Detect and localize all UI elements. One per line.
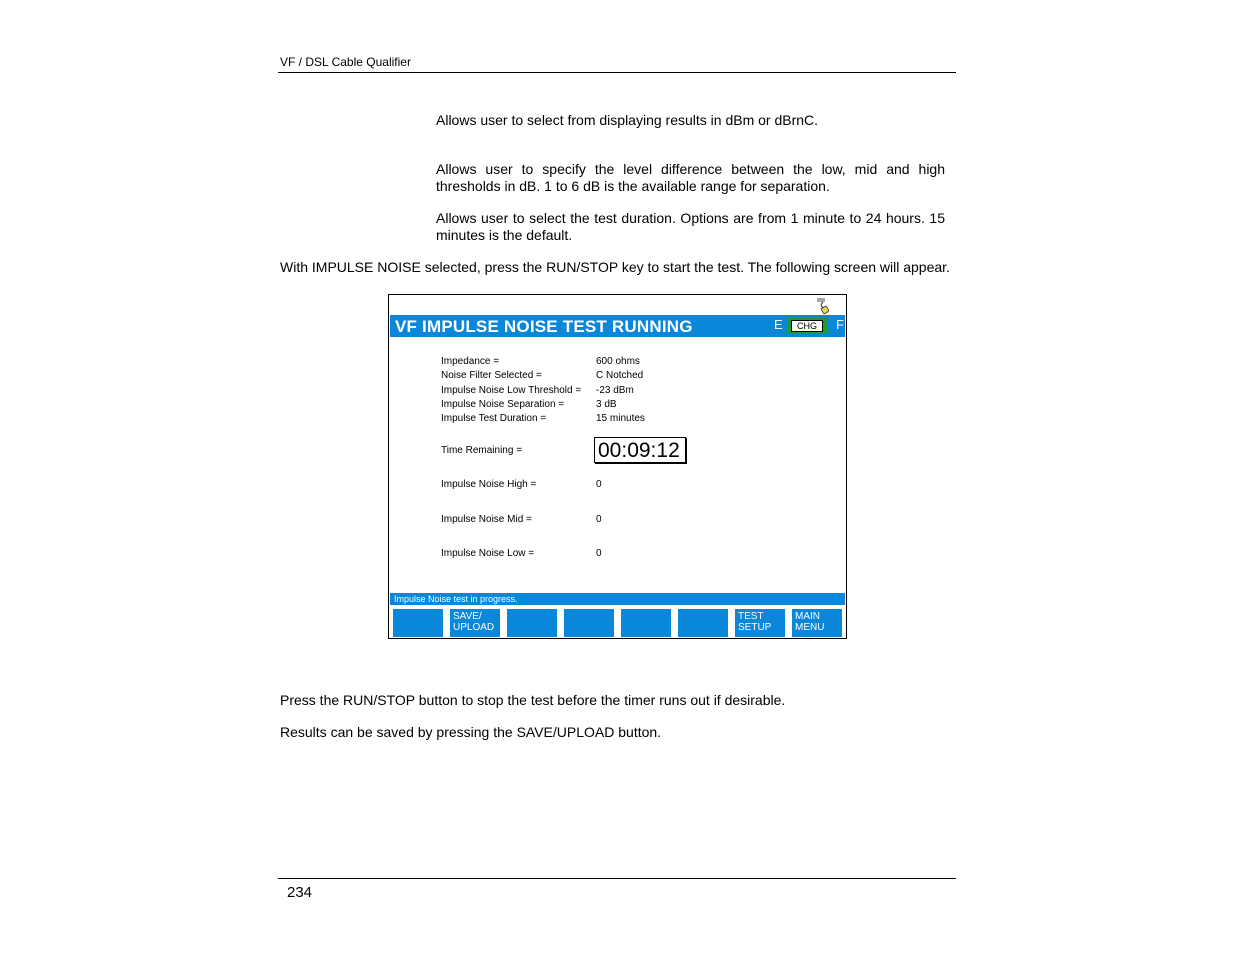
result-value-low: 0 [596,548,602,559]
param-value: -23 dBm [596,385,634,396]
param-value: 3 dB [596,399,617,410]
result-value-high: 0 [596,479,602,490]
save-upload-button[interactable]: SAVE/ UPLOAD [450,609,500,637]
result-label-low: Impulse Noise Low = [441,548,535,559]
fkey-6[interactable] [678,609,728,637]
screen-title-bar [390,315,845,337]
fkey-4[interactable] [564,609,614,637]
battery-charge-label: CHG [791,320,823,332]
battery-full-label: F [836,317,844,332]
screen-title: VF IMPULSE NOISE TEST RUNNING [395,317,693,336]
result-label-mid: Impulse Noise Mid = [441,514,532,525]
test-setup-button[interactable]: TEST SETUP [735,609,785,637]
device-screen [388,294,847,639]
param-label: Noise Filter Selected = [441,370,542,381]
paragraph-save-results: Results can be saved by pressing the SAVE/UPLOAD button. [280,724,662,740]
param-label: Impedance = [441,356,500,367]
time-remaining-timer: 00:09:12 [594,437,686,463]
paragraph-stop-test: Press the RUN/STOP button to stop the test before the timer runs out if desirable. [280,692,786,708]
param-label: Impulse Noise Separation = [441,399,565,410]
result-label-high: Impulse Noise High = [441,479,537,490]
param-value: 15 minutes [596,413,645,424]
fkey-1[interactable] [393,609,443,637]
param-label: Impulse Noise Low Threshold = [441,385,582,396]
battery-empty-label: E [774,317,783,332]
header-rule [278,72,956,73]
footer-rule [278,878,956,879]
running-header: VF / DSL Cable Qualifier [280,55,411,69]
paragraph-display-units: Allows user to select from displaying results in dBm or dBrnC. [436,112,819,128]
param-value: 600 ohms [596,356,640,367]
paragraph-duration: Allows user to select the test duration. Options are from 1 minute to 24 hours. 15 minutes is the default. [436,210,945,243]
param-value: C Notched [596,370,644,381]
paragraph-separation: Allows user to specify the level difference between the low, mid and high thresholds in dB. 1 to 6 dB is the available range for separation. [436,161,945,194]
paragraph-start-test: With IMPULSE NOISE selected, press the RUN/STOP key to start the test. The following screen will appear. [280,259,950,275]
page-number: 234 [287,884,313,901]
param-label: Impulse Test Duration = [441,413,547,424]
fkey-3[interactable] [507,609,557,637]
fkey-5[interactable] [621,609,671,637]
time-remaining-label: Time Remaining = [441,445,523,456]
plug-icon [814,297,830,315]
result-value-mid: 0 [596,514,602,525]
battery-icon [788,318,828,333]
main-menu-button[interactable]: MAIN MENU [792,609,842,637]
status-bar: Impulse Noise test in progress. [390,593,845,605]
